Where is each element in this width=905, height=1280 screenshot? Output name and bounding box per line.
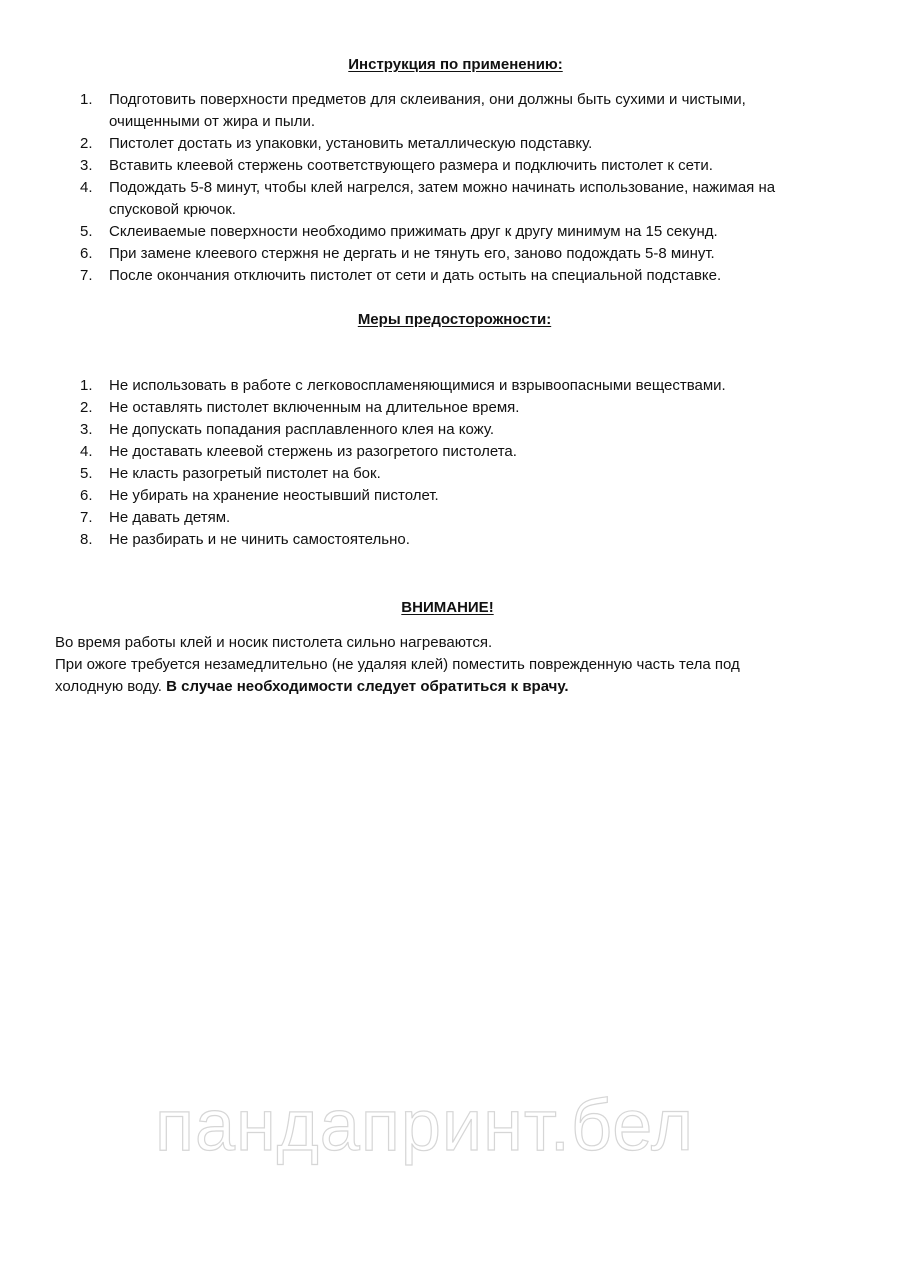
list-item (80, 529, 726, 551)
list-item-text: Не давать детям. (109, 509, 231, 526)
list-item-number: 3. (80, 421, 93, 438)
instructions-list (80, 89, 775, 287)
warning-line-normal: холодную воду. (55, 678, 167, 695)
list-item-number: 7. (80, 509, 93, 526)
list-item-number: 5. (80, 223, 93, 240)
list-item-text: Подготовить поверхности предметов для склеивания, они должны быть сухими и чистыми, (109, 91, 746, 108)
list-item-text: Не допускать попадания расплавленного клея на кожу. (109, 421, 494, 438)
list-item (80, 485, 726, 507)
warning-line-bold: В случае необходимости следует обратиться к врачу. (166, 678, 569, 695)
list-item-text: очищенными от жира и пыли. (109, 113, 315, 130)
list-item-number: 8. (80, 531, 93, 548)
list-item-text: Пистолет достать из упаковки, установить металлическую подставку. (109, 135, 593, 152)
warning-line: Во время работы клей и носик пистолета сильно нагреваются. (55, 634, 493, 651)
list-item (80, 155, 775, 177)
instructions-heading: Инструкция по применению: (348, 56, 563, 73)
list-item-text: Не оставлять пистолет включенным на длительное время. (109, 399, 520, 416)
precautions-list (80, 375, 726, 551)
list-item (80, 177, 775, 221)
list-item-text: Не использовать в работе с легковоспламеняющимися и взрывоопасными веществами. (109, 377, 726, 394)
list-item-text: Не разбирать и не чинить самостоятельно. (109, 531, 410, 548)
list-item-number: 3. (80, 157, 93, 174)
list-item-number: 2. (80, 399, 93, 416)
list-item (80, 375, 726, 397)
list-item-number: 6. (80, 245, 93, 262)
list-item-number: 2. (80, 135, 93, 152)
list-item (80, 397, 726, 419)
list-item-text: Вставить клеевой стержень соответствующего размера и подключить пистолет к сети. (109, 157, 713, 174)
warning-line (55, 676, 815, 698)
list-item-number: 4. (80, 179, 93, 196)
list-item (80, 243, 775, 265)
list-item-number: 6. (80, 487, 93, 504)
list-item-number: 1. (80, 377, 93, 394)
warning-text (55, 632, 815, 698)
list-item-text: При замене клеевого стержня не дергать и не тянуть его, заново подождать 5-8 минут. (109, 245, 715, 262)
list-item-text: После окончания отключить пистолет от сети и дать остыть на специальной подставке. (109, 267, 722, 284)
warning-line: При ожоге требуется незамедлительно (не удаляя клей) поместить поврежденную часть тела под (55, 656, 740, 673)
list-item (80, 133, 775, 155)
list-item-number: 7. (80, 267, 93, 284)
list-item (80, 221, 775, 243)
list-item-text: спусковой крючок. (109, 201, 236, 218)
list-item (80, 507, 726, 529)
list-item-text: Не доставать клеевой стержень из разогретого пистолета. (109, 443, 517, 460)
watermark: пандапринт.бел (155, 1086, 694, 1166)
list-item (80, 265, 775, 287)
list-item-text: Не убирать на хранение неостывший пистолет. (109, 487, 439, 504)
list-item (80, 419, 726, 441)
list-item-number: 5. (80, 465, 93, 482)
precautions-heading: Меры предосторожности: (357, 311, 552, 328)
list-item (80, 441, 726, 463)
list-item (80, 463, 726, 485)
list-item-text: Подождать 5-8 минут, чтобы клей нагрелся, затем можно начинать использование, нажимая на (109, 179, 776, 196)
list-item-number: 1. (80, 91, 93, 108)
warning-heading: ВНИМАНИЕ! (401, 599, 494, 616)
list-item (80, 89, 775, 133)
list-item-text: Склеиваемые поверхности необходимо прижимать друг к другу минимум на 15 секунд. (109, 223, 718, 240)
list-item-number: 4. (80, 443, 93, 460)
list-item-text: Не класть разогретый пистолет на бок. (109, 465, 381, 482)
